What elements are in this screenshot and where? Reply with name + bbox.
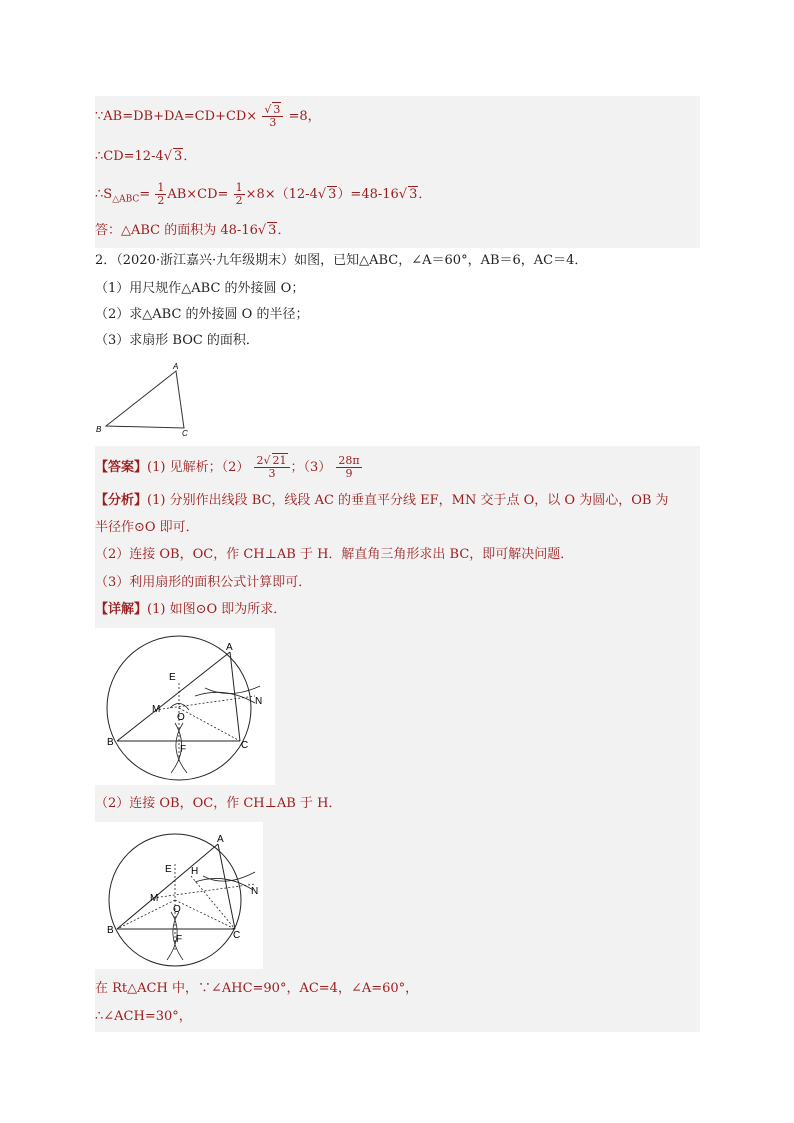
fig2-label-N: N [251, 886, 259, 897]
detail-tag: 【详解】 [95, 602, 148, 617]
area-fraction [336, 455, 361, 480]
question-3: （3）求扇形 BOC 的面积． [95, 333, 259, 348]
detail-line-1 [95, 601, 286, 619]
circumcircle-figure-2 [95, 822, 263, 969]
line3-sub: △ABC [112, 194, 140, 205]
answer-tag: 【答案】 [95, 460, 148, 475]
answer-part2: ；（3） [290, 460, 332, 475]
f2-den: 2 [235, 194, 243, 207]
line3-prefix: ∴S [95, 187, 113, 202]
label-B: B [96, 425, 102, 434]
line3-rad2: 3 [409, 187, 418, 202]
fig2-label-A: A [217, 834, 224, 845]
solution-answer-line: 答：△ABC 的面积为 48-16√ 3． [95, 223, 291, 238]
solution-line-2: ∴CD=12-4√ 3． [95, 149, 197, 164]
line2-prefix: ∴CD=12-4 [95, 149, 164, 164]
fig1-label-O: O [177, 712, 185, 723]
answer-prefix: 答：△ABC 的面积为 48-16 [95, 223, 258, 238]
answer-rad: 3 [268, 223, 277, 238]
analysis-text-1: (1) 分别作出线段 BC，线段 AC 的垂直平分线 EF，MN 交于点 O，以 O 为圆心，OB 为 [147, 493, 669, 508]
area-num: 28π [338, 454, 360, 467]
solution-line-3: $\therefore S_{\triangle ABC}=$ $\frac{1}{2}$ AB×CD= $\frac{1}{2}$ ×8×（12-4√ 3）=48-16√ 3． [95, 181, 432, 207]
question-2: （2）求△ABC 的外接圆 O 的半径； [95, 307, 309, 322]
analysis-line-4: （3）利用扇形的面积公式计算即可． [95, 575, 312, 590]
line3-mid3: ）=48-16 [337, 187, 399, 202]
solution-line-1 [95, 104, 321, 129]
fig1-label-F: F [180, 744, 187, 755]
line3-mid2: ×8×（12-4 [245, 187, 318, 202]
analysis-line-2: 半径作⊙O 即可． [95, 520, 199, 535]
fig1-label-C: C [241, 740, 249, 751]
label-A: A [173, 362, 179, 371]
radius-fraction: $\frac{2√ 21}{3}$ [254, 455, 289, 480]
answer-line [95, 455, 363, 480]
line3-mid: AB×CD= [167, 187, 229, 202]
sqrt3-over-3-fraction: $\frac{√ 3}{3}$ [262, 104, 283, 129]
analysis-line-1 [95, 492, 669, 510]
line2-rad: 3 [174, 149, 183, 164]
half-fraction-1 [155, 182, 166, 207]
fig1-label-E: E [169, 672, 176, 683]
line3-rad1: 3 [328, 187, 337, 202]
answer-end: ． [277, 223, 291, 238]
fig2-label-O: O [173, 904, 181, 915]
area-den: 9 [345, 467, 353, 480]
fig2-label-C: C [233, 930, 241, 941]
radius-num-pre: 2 [256, 454, 264, 467]
line3-end: ． [418, 187, 432, 202]
line1-frac-num: 3 [273, 103, 281, 116]
detail-line-2: （2）连接 OB，OC，作 CH⊥AB 于 H． [95, 796, 342, 811]
line2-suffix: ． [183, 149, 197, 164]
fig1-label-B: B [107, 737, 114, 748]
fig2-label-H: H [191, 866, 199, 877]
question-1: （1）用尺规作△ABC 的外接圆 O； [95, 281, 305, 296]
analysis-line-3: （2）连接 OB，OC，作 CH⊥AB 于 H．解直角三角形求出 BC，即可解决问题． [95, 547, 574, 562]
label-C: C [182, 429, 188, 438]
line3-eq: = [139, 187, 151, 202]
detail-line-3: 在 Rt△ACH 中，∵∠AHC=90°，AC=4，∠A=60°， [95, 981, 419, 996]
f1-den: 2 [157, 194, 165, 207]
fig1-label-N: N [255, 696, 263, 707]
fig2-label-F: F [176, 934, 183, 945]
fig1-label-A: A [226, 642, 233, 653]
line1-prefix: ∵AB=DB+DA=CD+CD× [95, 109, 258, 124]
fig1-label-M: M [152, 704, 161, 715]
circumcircle-figure-1 [95, 628, 275, 785]
half-fraction-2 [234, 182, 245, 207]
analysis-tag: 【分析】 [95, 493, 148, 508]
answer-part1: (1) 见解析；（2） [147, 460, 250, 475]
fig2-label-E: E [165, 864, 172, 875]
triangle-figure [92, 360, 202, 440]
problem-statement: 2．（2020·浙江嘉兴·九年级期末）如图，已知△ABC，∠A＝60°，AB＝6，AC＝4． [95, 253, 588, 268]
line1-suffix: =8， [288, 109, 321, 124]
radius-num-rad: 21 [272, 454, 287, 467]
line1-frac-den: 3 [269, 116, 277, 129]
fig2-label-B: B [107, 925, 114, 936]
f1-num: 1 [157, 181, 165, 194]
f2-num: 1 [235, 181, 243, 194]
radius-den: 3 [268, 467, 276, 480]
detail-line-4: ∴∠ACH=30°， [95, 1009, 192, 1024]
detail-text-1: (1) 如图⊙O 即为所求． [147, 602, 287, 617]
fig2-label-M: M [150, 893, 159, 904]
